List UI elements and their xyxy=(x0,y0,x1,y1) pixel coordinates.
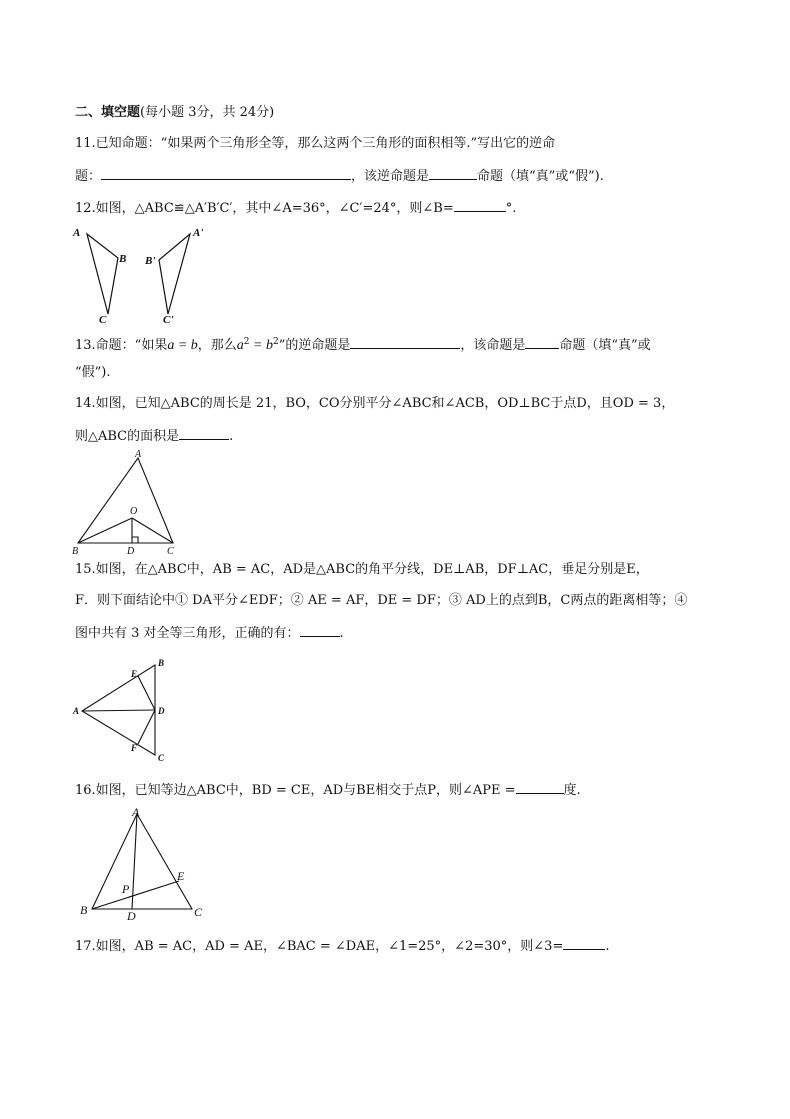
q14-figure xyxy=(72,448,192,558)
q15-segment-ad xyxy=(82,710,155,711)
q12-label-b2: B' xyxy=(145,255,156,267)
q15-line2: F．则下面结论中① DA平分∠EDF；② AE = AF，DE = DF；③ AD上的点到B，C两点的距离相等；④ xyxy=(75,593,688,608)
q14-end: . xyxy=(229,429,234,444)
q14-segment-bo xyxy=(78,518,132,543)
q16-triangle xyxy=(92,814,192,909)
q16-label-c: C xyxy=(194,905,203,919)
q11-mid: ，该逆命题是 xyxy=(351,169,430,184)
q15-label-c: C xyxy=(158,753,165,763)
q16-line xyxy=(75,780,581,800)
q12-triangle-abc xyxy=(87,234,118,314)
q15-label-f: F xyxy=(131,743,138,753)
q15-label-a: A xyxy=(73,706,80,716)
q11-blank-truth[interactable] xyxy=(429,166,477,180)
q14-label-c: C xyxy=(167,546,174,557)
q14-line1: 14.如图，已知△ABC的周长是 21，BO，CO分别平分∠ABC和∠ACB，OD⊥BC于点D，且OD = 3， xyxy=(75,396,675,411)
q13-blank-truth[interactable] xyxy=(525,335,559,349)
q13-a: a xyxy=(236,338,244,353)
q13-suffix2: ，该命题是 xyxy=(460,338,526,353)
q12-label-c2: C' xyxy=(163,314,174,326)
q16-segment-be xyxy=(92,881,179,909)
q12-label-a2: A' xyxy=(193,227,204,239)
q11-line1: 11.已知命题：“如果两个三角形全等，那么这两个三角形的面积相等.”写出它的逆命 xyxy=(75,136,556,151)
q14-label-a: A xyxy=(135,449,142,460)
section-note: (每小题 3分，共 24分) xyxy=(140,105,275,120)
q13-line2: “假”). xyxy=(75,365,111,380)
q13-mid: ，那么 xyxy=(197,338,237,353)
q11-line2 xyxy=(75,166,604,186)
q13-b: b xyxy=(265,338,273,353)
q15-line3 xyxy=(75,623,344,643)
q15-label-e: E xyxy=(131,669,138,679)
q13-cond: a = b xyxy=(167,338,198,353)
q16-suffix: 度. xyxy=(563,783,581,798)
q15-line1: 15.如图，在△ABC中，AB = AC，AD是△ABC的角平分线，DE⊥AB，DF⊥AC，垂足分别是E， xyxy=(75,562,649,577)
q13-eq: = xyxy=(249,338,266,353)
q15-figure xyxy=(70,655,180,767)
q14-text: 则△ABC的面积是 xyxy=(75,429,180,444)
q13-suffix1: ”的逆命题是 xyxy=(278,338,351,353)
q12-figure xyxy=(70,222,220,327)
q11-suffix: 命题（填“真”或“假”). xyxy=(477,169,604,184)
q15-end: . xyxy=(339,626,344,641)
q15-segment-de xyxy=(138,676,155,710)
q15-text: 图中共有 3 对全等三角形，正确的有： xyxy=(75,626,300,641)
q11-blank-converse[interactable] xyxy=(101,166,351,180)
q12-label-c: C xyxy=(99,314,107,326)
q11-prefix: 题： xyxy=(75,169,102,184)
q13-exp-a: 2 xyxy=(243,337,250,347)
q15-label-d: D xyxy=(158,706,165,716)
q15-blank[interactable] xyxy=(300,623,340,637)
q12-suffix: °. xyxy=(505,201,517,216)
q17-text: 17.如图，AB = AC，AD = AE，∠BAC = ∠DAE，∠1=25°，∠2=30°，则∠3= xyxy=(75,939,564,954)
q16-figure xyxy=(76,804,211,922)
q17-line xyxy=(75,936,609,956)
q17-suffix: . xyxy=(605,939,610,954)
q12-label-b: B xyxy=(119,253,127,265)
q15-label-b: B xyxy=(158,658,165,668)
q16-blank[interactable] xyxy=(516,780,564,794)
q12-triangle-a2b2c2 xyxy=(159,234,190,314)
q12-line xyxy=(75,198,516,218)
q16-label-b: B xyxy=(80,903,88,917)
q16-label-a: A xyxy=(132,805,140,819)
q14-line2 xyxy=(75,426,233,446)
q14-right-angle-mark xyxy=(132,537,138,543)
q13-line1 xyxy=(75,333,651,355)
section-header xyxy=(75,104,274,122)
q14-blank[interactable] xyxy=(179,426,229,440)
q16-label-d: D xyxy=(127,909,136,923)
q14-triangle xyxy=(78,458,173,543)
q14-label-d: D xyxy=(127,546,135,557)
q16-label-e: E xyxy=(177,869,185,883)
q15-segment-df xyxy=(138,710,155,744)
q14-label-o: O xyxy=(130,506,138,517)
q12-text: 12.如图，△ABC≌△A′B′C′，其中∠A=36°，∠C′=24°，则∠B= xyxy=(75,201,454,216)
q12-label-a: A xyxy=(73,227,81,239)
q16-text: 16.如图，已知等边△ABC中，BD = CE，AD与BE相交于点P，则∠APE = xyxy=(75,783,516,798)
q13-exp-b: 2 xyxy=(272,337,279,347)
q13-blank-converse[interactable] xyxy=(350,335,460,349)
q17-blank[interactable] xyxy=(563,936,605,950)
q12-blank[interactable] xyxy=(454,198,506,212)
q13-prefix: 13.命题：“如果 xyxy=(75,338,168,353)
q13-suffix3: 命题（填“真”或 xyxy=(559,338,651,353)
q16-label-p: P xyxy=(122,882,130,896)
q14-label-b: B xyxy=(72,546,79,557)
section-title: 二、填空题 xyxy=(75,105,141,120)
